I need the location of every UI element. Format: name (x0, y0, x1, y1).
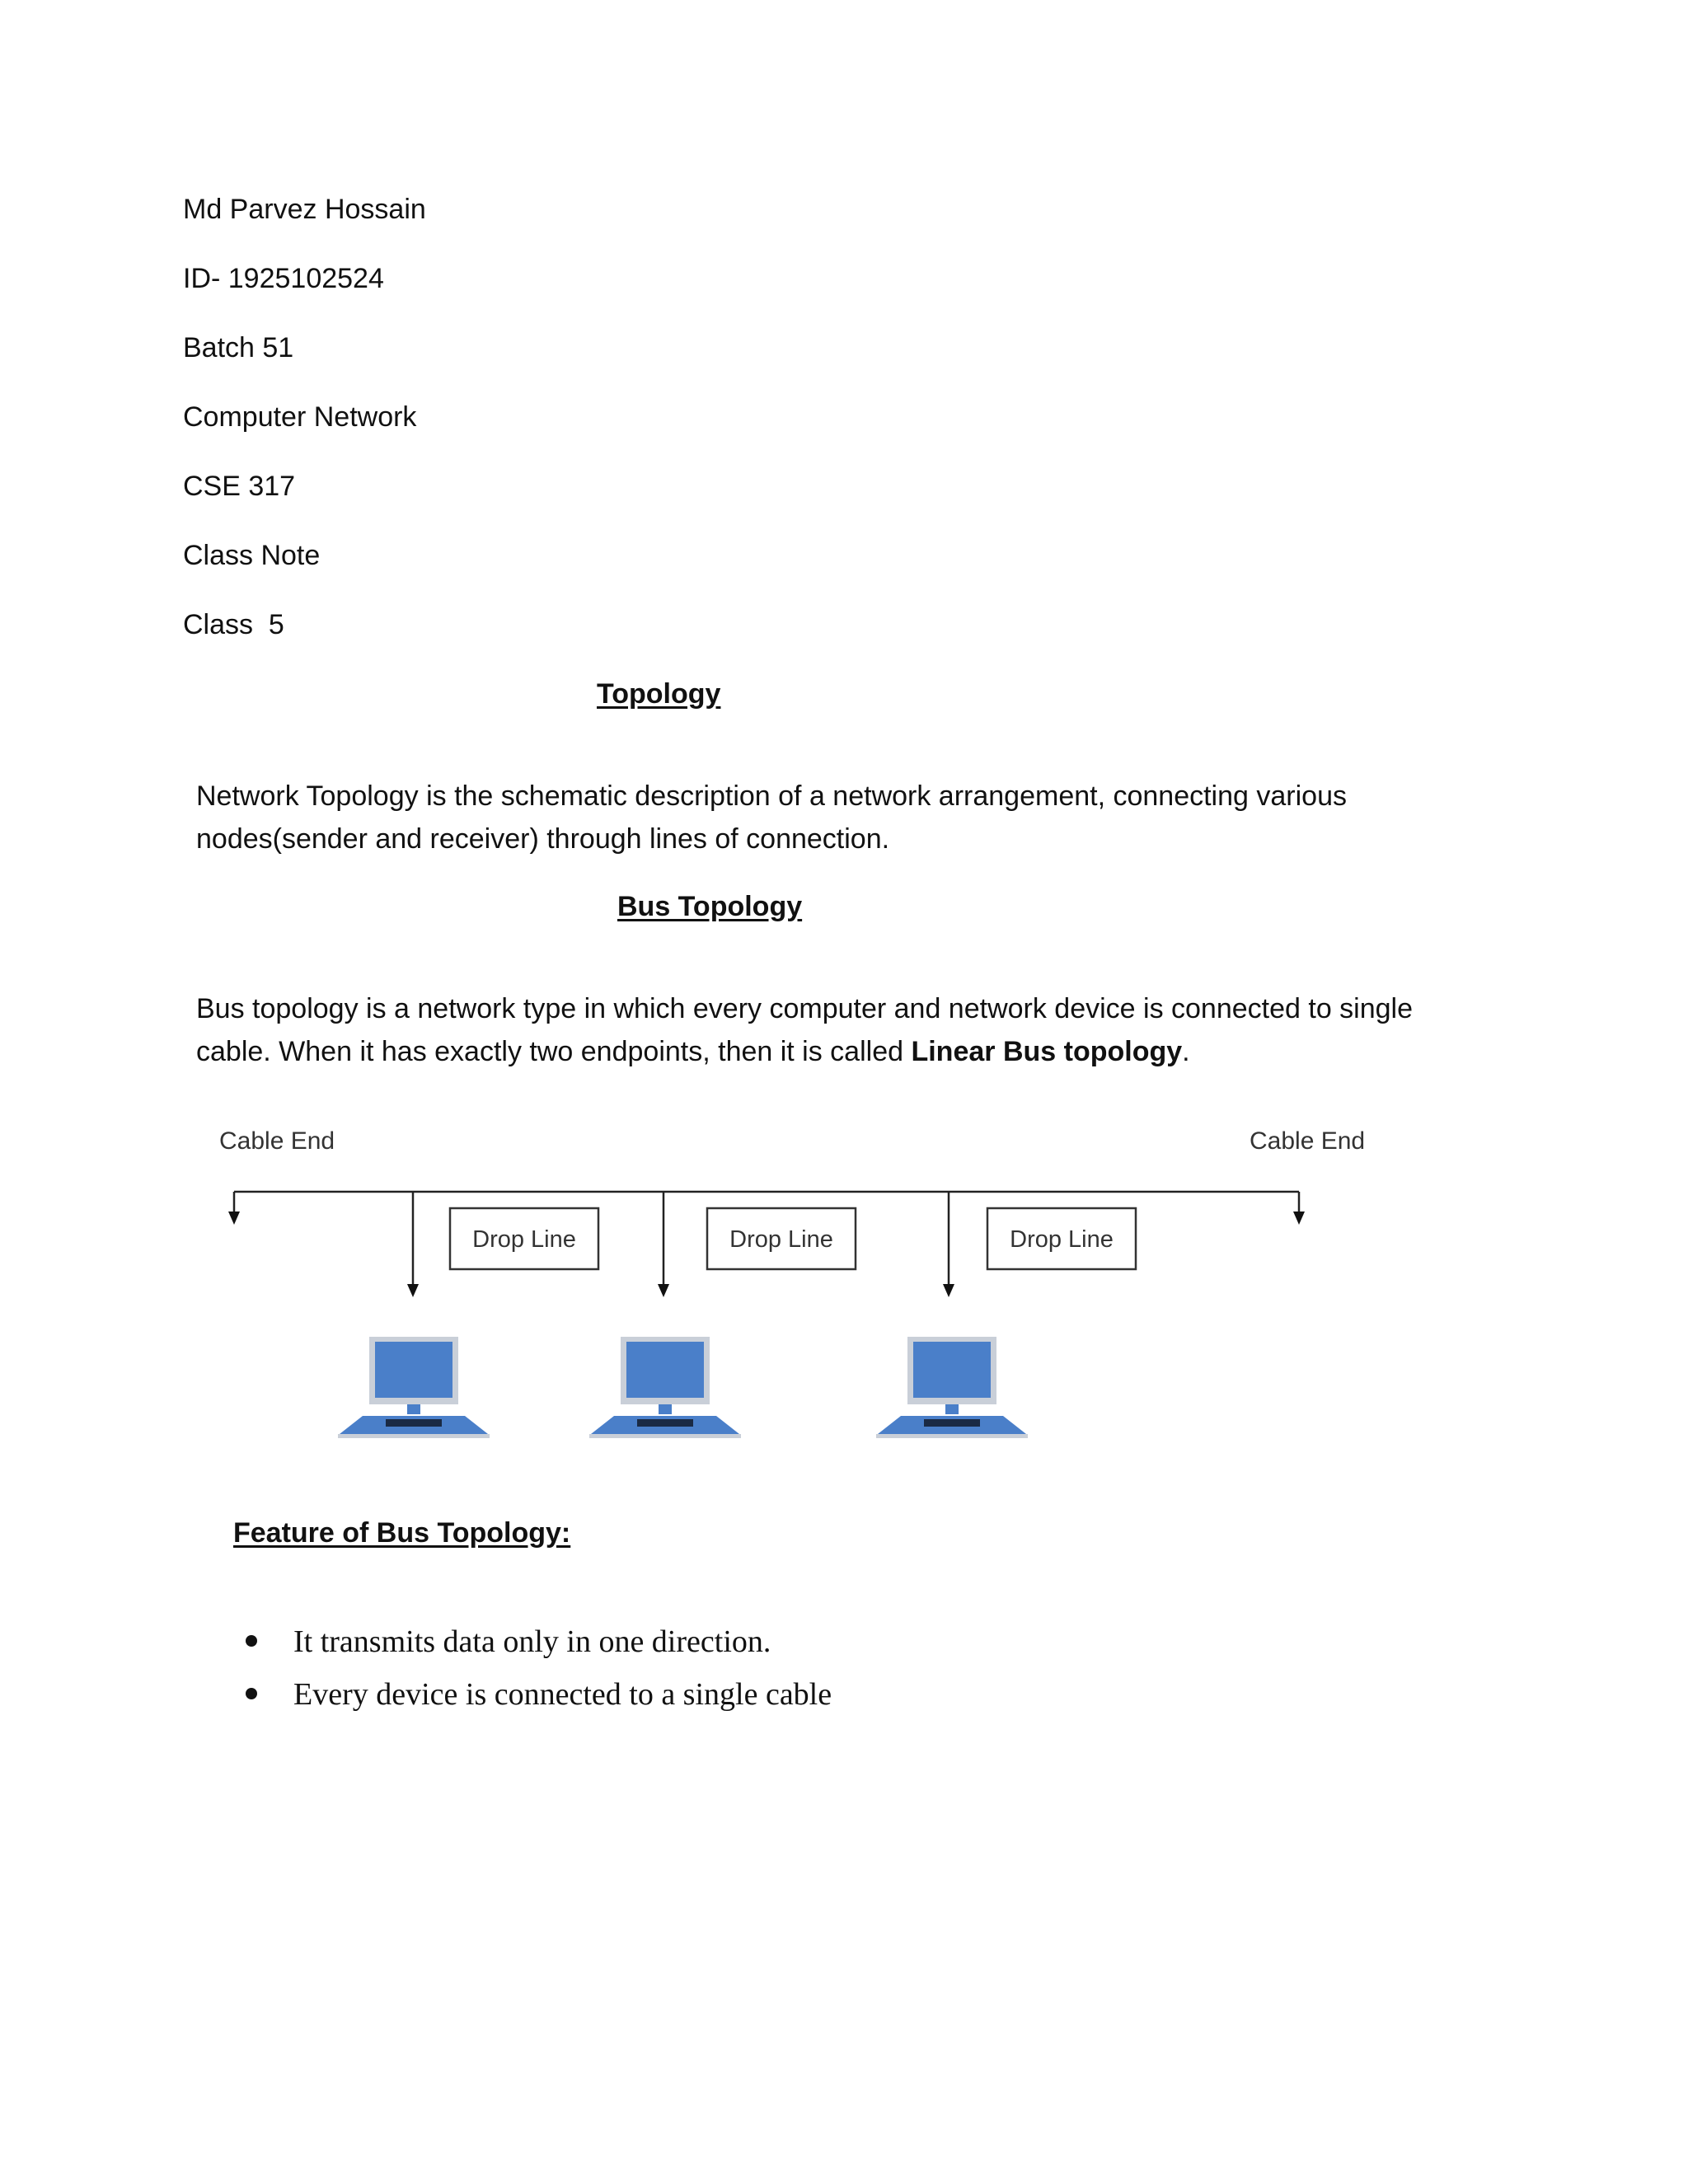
cable-end-right-arrow (1293, 1212, 1305, 1225)
bullet-icon (246, 1635, 257, 1647)
author-name: Md Parvez Hossain (183, 194, 426, 225)
course-name: Computer Network (183, 401, 417, 433)
bus-definition-text: Bus topology is a network type in which every computer and network device is connected to single cable. When it has exactly two endpoints, then it is called (196, 993, 1414, 1067)
list-item (239, 1615, 832, 1668)
computer-icon-2 (589, 1337, 741, 1438)
drop-arrow-2 (658, 1284, 669, 1297)
drop-line-label-3: Drop Line (1010, 1226, 1114, 1253)
computer-icon-3 (876, 1337, 1028, 1438)
class-number: Class 5 (183, 609, 284, 640)
cable-end-left-label: Cable End (219, 1127, 335, 1155)
bus-definition-end: . (1182, 1036, 1190, 1067)
topology-definition: Network Topology is the schematic description of a network arrangement, connecting various nodes(sender and receiver) through lines of connection. (196, 780, 1347, 855)
bus-topology-heading: Bus Topology (617, 891, 803, 922)
course-code: CSE 317 (183, 471, 296, 502)
bus-topology-definition (196, 987, 1482, 1073)
drop-arrow-1 (407, 1284, 419, 1297)
drop-line-label-2: Drop Line (729, 1226, 833, 1253)
student-id: ID- 1925102524 (183, 263, 384, 294)
drop-line-label-1: Drop Line (472, 1226, 576, 1253)
features-heading: Feature of Bus Topology: (233, 1517, 571, 1549)
computer-icon-1 (338, 1337, 490, 1438)
feature-text: It transmits data only in one direction. (293, 1624, 771, 1659)
bullet-icon (246, 1688, 257, 1699)
note-type: Class Note (183, 540, 321, 571)
cable-end-right-label: Cable End (1250, 1127, 1366, 1155)
batch: Batch 51 (183, 332, 294, 363)
linear-bus-term: Linear Bus topology (911, 1036, 1183, 1067)
bus-topology-diagram (198, 1121, 1401, 1459)
features-list (239, 1615, 832, 1721)
topology-heading: Topology (597, 678, 721, 710)
feature-text: Every device is connected to a single cable (293, 1677, 832, 1712)
cable-end-left-arrow (228, 1212, 240, 1225)
drop-arrow-3 (943, 1284, 954, 1297)
list-item (239, 1668, 832, 1721)
